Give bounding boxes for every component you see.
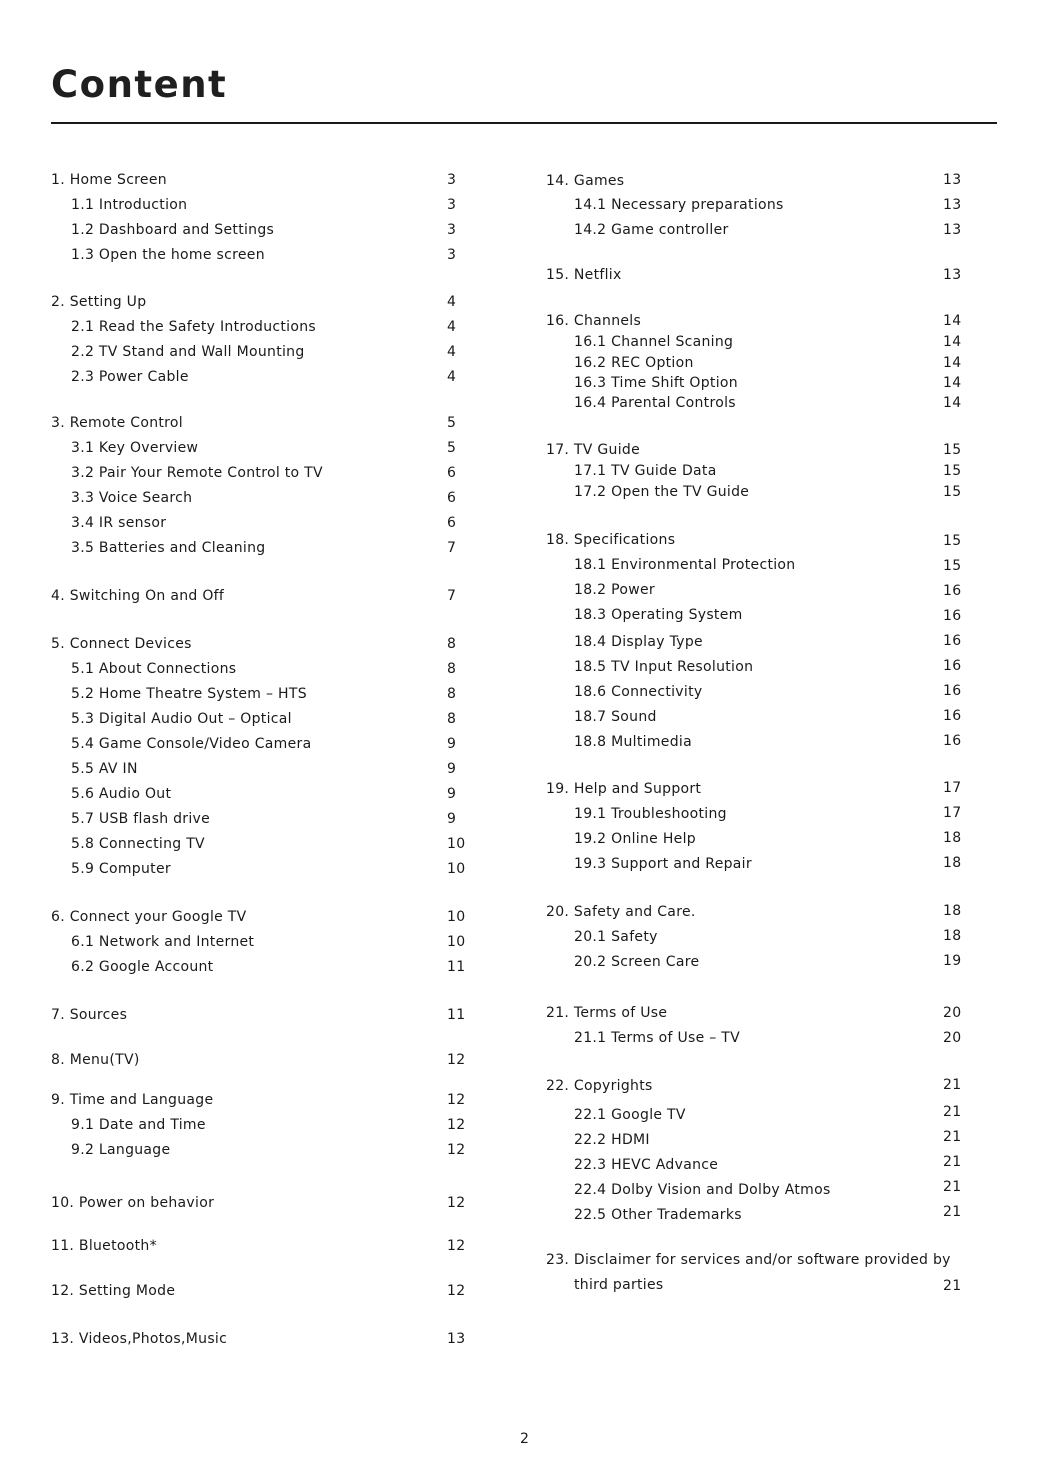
- toc-section-title: 4. Switching On and Off: [51, 588, 225, 604]
- toc-page-number: 3: [447, 222, 457, 238]
- toc-subsection-title: 18.7 Sound: [574, 709, 657, 725]
- toc-subsection-title: 18.8 Multimedia: [574, 734, 692, 750]
- toc-subsection-title: 18.4 Display Type: [574, 634, 703, 650]
- toc-subsection-title: 5.2 Home Theatre System – HTS: [71, 686, 307, 702]
- toc-page-number: 16: [943, 683, 962, 699]
- page-number: 2: [520, 1431, 529, 1447]
- toc-subsection-title: 9.1 Date and Time: [71, 1117, 206, 1133]
- toc-page-number: 13: [943, 222, 962, 238]
- toc-page-number: 15: [943, 442, 962, 458]
- toc-subsection-title: 9.2 Language: [71, 1142, 171, 1158]
- toc-subsection-title: 2.2 TV Stand and Wall Mounting: [71, 344, 305, 360]
- toc-subsection-title: 5.4 Game Console/Video Camera: [71, 736, 312, 752]
- toc-page-number: 14: [943, 355, 962, 371]
- toc-subsection-title: 19.1 Troubleshooting: [574, 806, 727, 822]
- toc-page-number: 12: [447, 1092, 466, 1108]
- toc-page-number: 13: [943, 172, 962, 188]
- toc-page-number: 12: [447, 1195, 466, 1211]
- toc-page-number: 3: [447, 247, 457, 263]
- toc-page-number: 17: [943, 805, 962, 821]
- toc-subsection-title: 22.5 Other Trademarks: [574, 1207, 742, 1223]
- toc-page-number: 18: [943, 903, 962, 919]
- toc-page-number: 21: [943, 1104, 962, 1120]
- toc-page-number: 14: [943, 334, 962, 350]
- toc-subsection-title: 2.1 Read the Safety Introductions: [71, 319, 316, 335]
- toc-subsection-title: 17.2 Open the TV Guide: [574, 484, 750, 500]
- toc-subsection-title: 18.1 Environmental Protection: [574, 557, 796, 573]
- toc-section-title: 3. Remote Control: [51, 415, 183, 431]
- toc-subsection-title: 6.1 Network and Internet: [71, 934, 255, 950]
- toc-page-number: 21: [943, 1278, 962, 1294]
- toc-page-number: 21: [943, 1129, 962, 1145]
- title-divider: [51, 122, 997, 124]
- toc-subsection-title: 3.2 Pair Your Remote Control to TV: [71, 465, 323, 481]
- toc-page-number: 12: [447, 1142, 466, 1158]
- toc-page-number: 14: [943, 395, 962, 411]
- toc-subsection-title: 5.1 About Connections: [71, 661, 237, 677]
- toc-subsection-title: 21.1 Terms of Use – TV: [574, 1030, 741, 1046]
- toc-subsection-title: 14.1 Necessary preparations: [574, 197, 784, 213]
- toc-subsection-title: 5.5 AV IN: [71, 761, 138, 777]
- toc-page-number: 8: [447, 636, 457, 652]
- toc-page-number: 11: [447, 1007, 466, 1023]
- toc-section-title: 1. Home Screen: [51, 172, 167, 188]
- toc-subsection-title: 5.6 Audio Out: [71, 786, 172, 802]
- toc-page-number: 18: [943, 830, 962, 846]
- toc-subsection-title: 3.1 Key Overview: [71, 440, 199, 456]
- toc-page-number: 6: [447, 465, 457, 481]
- toc-page-number: 12: [447, 1238, 466, 1254]
- toc-subsection-title: 18.6 Connectivity: [574, 684, 703, 700]
- toc-subsection-title: 20.1 Safety: [574, 929, 658, 945]
- toc-page-number: 20: [943, 1005, 962, 1021]
- toc-section-title: 10. Power on behavior: [51, 1195, 215, 1211]
- toc-page-number: 16: [943, 583, 962, 599]
- toc-subsection-title: 5.8 Connecting TV: [71, 836, 205, 852]
- toc-subsection-title: 5.9 Computer: [71, 861, 171, 877]
- toc-page-number: 5: [447, 415, 457, 431]
- toc-page-number: 6: [447, 515, 457, 531]
- toc-subsection-title: 16.3 Time Shift Option: [574, 375, 738, 391]
- toc-subsection-title: 5.7 USB flash drive: [71, 811, 211, 827]
- toc-section-title: 17. TV Guide: [546, 442, 641, 458]
- toc-page-number: 11: [447, 959, 466, 975]
- toc-subsection-title: 16.4 Parental Controls: [574, 395, 736, 411]
- toc-section-title: 7. Sources: [51, 1007, 128, 1023]
- toc-subsection-title: 3.3 Voice Search: [71, 490, 193, 506]
- toc-page-number: 10: [447, 861, 466, 877]
- toc-page-number: 9: [447, 761, 457, 777]
- toc-section-title: 18. Specifications: [546, 532, 676, 548]
- toc-page-number: 19: [943, 953, 962, 969]
- toc-page-number: 4: [447, 294, 457, 310]
- toc-page-number: 9: [447, 786, 457, 802]
- toc-subsection-title: 22.4 Dolby Vision and Dolby Atmos: [574, 1182, 831, 1198]
- toc-page-number: 16: [943, 658, 962, 674]
- toc-page-number: 12: [447, 1117, 466, 1133]
- toc-page-number: 12: [447, 1052, 466, 1068]
- toc-subsection-title: 1.3 Open the home screen: [71, 247, 265, 263]
- toc-page-number: 14: [943, 375, 962, 391]
- toc-page-number: 21: [943, 1204, 962, 1220]
- toc-subsection-title: 3.4 IR sensor: [71, 515, 167, 531]
- toc-subsection-title: 19.3 Support and Repair: [574, 856, 752, 872]
- toc-subsection-title: 14.2 Game controller: [574, 222, 729, 238]
- toc-page-number: 16: [943, 633, 962, 649]
- toc-page-number: 3: [447, 172, 457, 188]
- toc-section-title: 5. Connect Devices: [51, 636, 192, 652]
- toc-subsection-title: 17.1 TV Guide Data: [574, 463, 717, 479]
- toc-subsection-title: 6.2 Google Account: [71, 959, 214, 975]
- toc-page-number: 13: [447, 1331, 466, 1347]
- toc-section-title: 19. Help and Support: [546, 781, 702, 797]
- toc-section-title: 14. Games: [546, 173, 625, 189]
- toc-page-number: 7: [447, 540, 457, 556]
- toc-page-number: 7: [447, 588, 457, 604]
- toc-subsection-title: 5.3 Digital Audio Out – Optical: [71, 711, 292, 727]
- toc-page-number: 15: [943, 463, 962, 479]
- toc-page-number: 16: [943, 608, 962, 624]
- page-title: Content: [51, 63, 228, 106]
- toc-subsection-title: 18.2 Power: [574, 582, 655, 598]
- toc-page-number: 15: [943, 558, 962, 574]
- toc-page-number: 13: [943, 267, 962, 283]
- toc-page-number: 9: [447, 736, 457, 752]
- toc-page-number: 14: [943, 313, 962, 329]
- toc-page-number: 21: [943, 1154, 962, 1170]
- toc-section-title: 8. Menu(TV): [51, 1052, 140, 1068]
- toc-page-number: 10: [447, 836, 466, 852]
- toc-subsection-title: 19.2 Online Help: [574, 831, 696, 847]
- toc-page-number: 20: [943, 1030, 962, 1046]
- toc-page-number: 18: [943, 855, 962, 871]
- toc-page-number: 10: [447, 909, 466, 925]
- toc-page-number: 21: [943, 1179, 962, 1195]
- toc-page-number: 6: [447, 490, 457, 506]
- toc-page-number: 5: [447, 440, 457, 456]
- toc-section-title: 9. Time and Language: [51, 1092, 214, 1108]
- toc-subsection-title: 18.5 TV Input Resolution: [574, 659, 754, 675]
- toc-subsection-title: 18.3 Operating System: [574, 607, 743, 623]
- toc-page-number: 4: [447, 369, 457, 385]
- toc-page-number: 3: [447, 197, 457, 213]
- toc-subsection-title: 16.1 Channel Scaning: [574, 334, 734, 350]
- toc-section-title: 15. Netflix: [546, 267, 622, 283]
- toc-section-title: 22. Copyrights: [546, 1078, 653, 1094]
- toc-subsection-title: 16.2 REC Option: [574, 355, 694, 371]
- toc-section-title: 20. Safety and Care.: [546, 904, 696, 920]
- toc-page-number: 13: [943, 197, 962, 213]
- toc-subsection-title: 2.3 Power Cable: [71, 369, 189, 385]
- toc-page-number: 16: [943, 733, 962, 749]
- toc-page-number: 9: [447, 811, 457, 827]
- toc-subsection-title: third parties: [574, 1277, 664, 1293]
- toc-section-title: 13. Videos,Photos,Music: [51, 1331, 228, 1347]
- toc-subsection-title: 3.5 Batteries and Cleaning: [71, 540, 266, 556]
- toc-page-number: 17: [943, 780, 962, 796]
- toc-section-title: 21. Terms of Use: [546, 1005, 668, 1021]
- toc-page-number: 12: [447, 1283, 466, 1299]
- toc-page-number: 4: [447, 344, 457, 360]
- toc-page-number: 21: [943, 1077, 962, 1093]
- toc-page-number: 15: [943, 484, 962, 500]
- toc-subsection-title: 22.3 HEVC Advance: [574, 1157, 719, 1173]
- toc-subsection-title: 22.2 HDMI: [574, 1132, 650, 1148]
- toc-page-number: 4: [447, 319, 457, 335]
- toc-subsection-title: 1.1 Introduction: [71, 197, 188, 213]
- toc-page-number: 8: [447, 686, 457, 702]
- toc-page-number: 15: [943, 533, 962, 549]
- toc-section-title: 23. Disclaimer for services and/or software provided by: [546, 1252, 951, 1268]
- toc-page-number: 8: [447, 711, 457, 727]
- toc-section-title: 11. Bluetooth*: [51, 1238, 157, 1254]
- toc-subsection-title: 20.2 Screen Care: [574, 954, 700, 970]
- toc-section-title: 6. Connect your Google TV: [51, 909, 247, 925]
- toc-section-title: 16. Channels: [546, 313, 642, 329]
- toc-page-number: 18: [943, 928, 962, 944]
- toc-section-title: 2. Setting Up: [51, 294, 147, 310]
- toc-page-number: 8: [447, 661, 457, 677]
- toc-subsection-title: 1.2 Dashboard and Settings: [71, 222, 275, 238]
- toc-subsection-title: 22.1 Google TV: [574, 1107, 686, 1123]
- toc-page-number: 16: [943, 708, 962, 724]
- toc-page-number: 10: [447, 934, 466, 950]
- toc-section-title: 12. Setting Mode: [51, 1283, 176, 1299]
